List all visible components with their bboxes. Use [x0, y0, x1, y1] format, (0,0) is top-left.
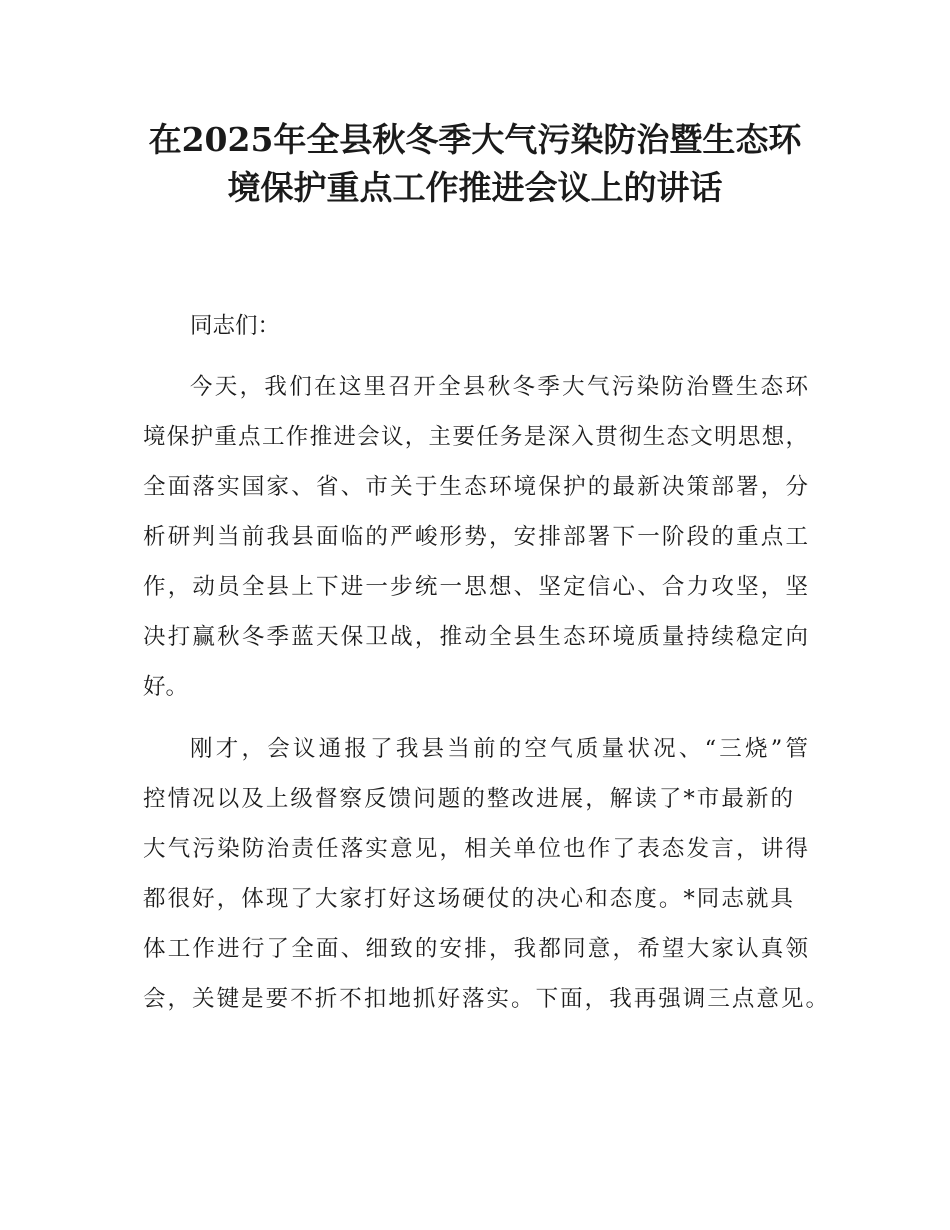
paragraph-1-line-4: 析研判当前我县面临的严峻形势，安排部署下一阶段的重点工	[143, 524, 808, 550]
paragraph-1-line-6: 决打赢秋冬季蓝天保卫战，推动全县生态环境质量持续稳定向	[143, 624, 808, 650]
paragraph-2-line-4: 都很好，体现了大家打好这场硬仗的决心和态度。*同志就具	[143, 886, 793, 912]
paragraph-1-line-5: 作，动员全县上下进一步统一思想、坚定信心、合力攻坚，坚	[143, 574, 808, 600]
paragraph-1-line-2: 境保护重点工作推进会议，主要任务是深入贯彻生态文明思想，	[143, 424, 808, 450]
paragraph-2-line-1: 刚才，会议通报了我县当前的空气质量状况、“三烧”管	[190, 736, 808, 762]
paragraph-2-line-3: 大气污染防治责任落实意见，相关单位也作了表态发言，讲得	[143, 836, 808, 862]
salutation: 同志们：	[190, 313, 281, 339]
document-title-line-1: 在2025年全县秋冬季大气污染防治暨生态环	[148, 120, 802, 159]
paragraph-2-line-2: 控情况以及上级督察反馈问题的整改进展，解读了*市最新的	[143, 786, 793, 812]
document-title-line-2: 境保护重点工作推进会议上的讲话	[227, 168, 723, 207]
paragraph-1-line-7: 好。	[143, 674, 189, 700]
paragraph-1-line-1: 今天，我们在这里召开全县秋冬季大气污染防治暨生态环	[190, 374, 808, 400]
paragraph-2-line-6: 会，关键是要不折不扣地抓好落实。下面，我再强调三点意见。	[143, 986, 828, 1012]
paragraph-1-line-3: 全面落实国家、省、市关于生态环境保护的最新决策部署，分	[143, 474, 808, 500]
paragraph-2-line-5: 体工作进行了全面、细致的安排，我都同意，希望大家认真领	[143, 936, 808, 962]
